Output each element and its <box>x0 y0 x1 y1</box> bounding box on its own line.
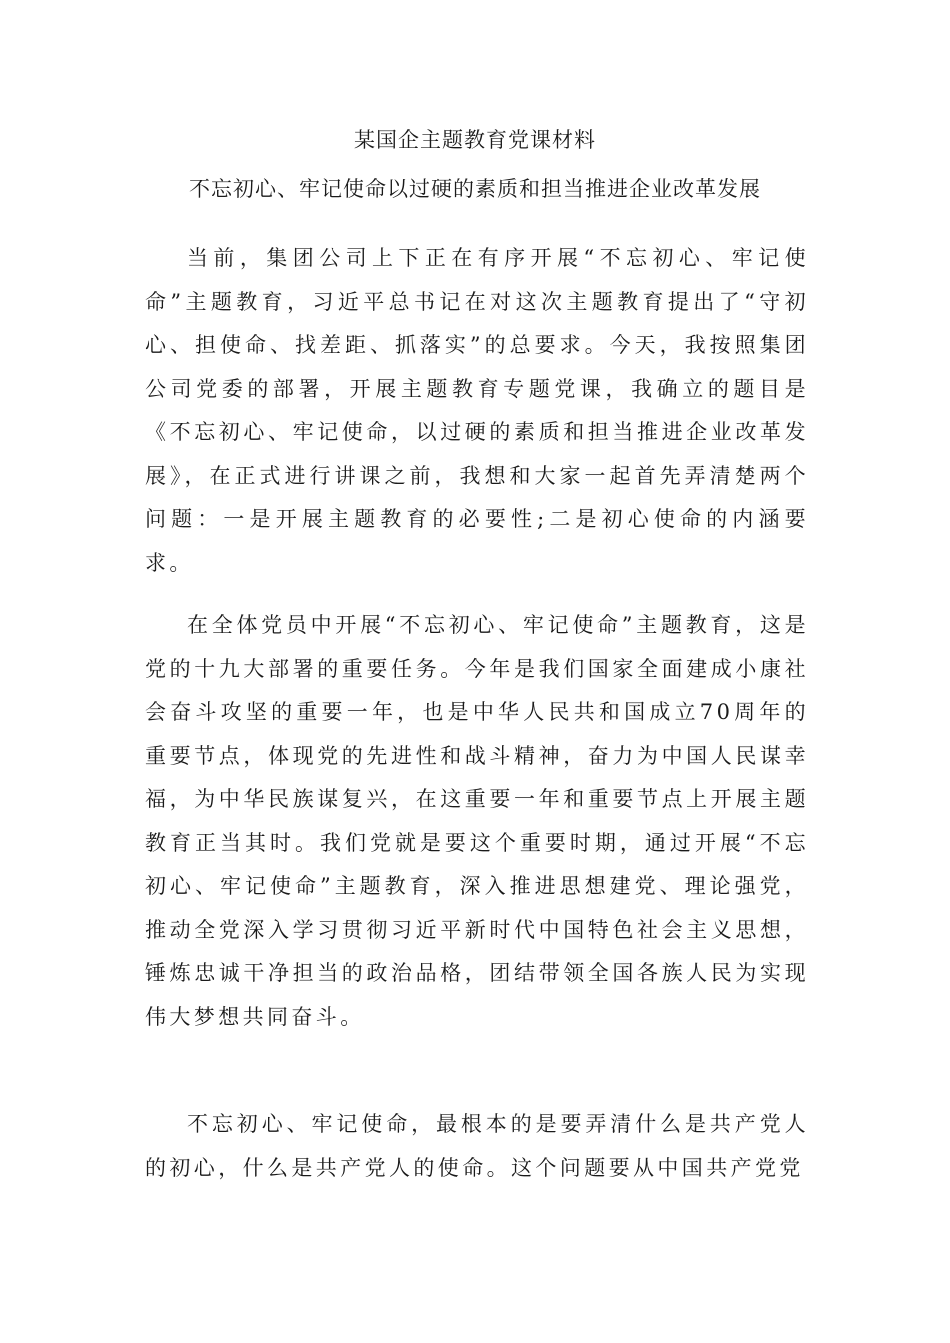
document-title: 某国企主题教育党课材料 <box>354 128 596 152</box>
paragraph-2: 在全体党员中开展“不忘初心、牢记使命”主题教育，这是党的十九大部署的重要任务。今年是我们国家全面建成小康社会奋斗攻坚的重要一年，也是中华人民共和国成立70周年的重要节点，体现党的先进性和战斗精神，奋力为中国人民谋幸福，为中华民族谋复兴，在这重要一年和重要节点上开展主题教育正当其时。我们党就是要这个重要时期，通过开展“不忘初心、牢记使命”主题教育，深入推进思想建党、理论强党，推动全党深入学习贯彻习近平新时代中国特色社会主义思想，锤炼忠诚干净担当的政治品格，团结带领全国各族人民为实现伟大梦想共同奋斗。 <box>145 613 809 1029</box>
paragraph-3: 不忘初心、牢记使命，最根本的是要弄清什么是共产党人的初心，什么是共产党人的使命。这个问题要从中国共产党党 <box>145 1112 809 1180</box>
document-subtitle: 不忘初心、牢记使命以过硬的素质和担当推进企业改革发展 <box>189 177 761 201</box>
paragraph-1: 当前，集团公司上下正在有序开展“不忘初心、牢记使命”主题教育，习近平总书记在对这次主题教育提出了“守初心、担使命、找差距、抓落实”的总要求。今天，我按照集团公司党委的部署，开展主题教育专题党课，我确立的题目是《不忘初心、牢记使命，以过硬的素质和担当推进企业改革发展》，在正式进行讲课之前，我想和大家一起首先弄清楚两个问题：一是开展主题教育的必要性;二是初心使命的内涵要求。 <box>145 246 809 575</box>
